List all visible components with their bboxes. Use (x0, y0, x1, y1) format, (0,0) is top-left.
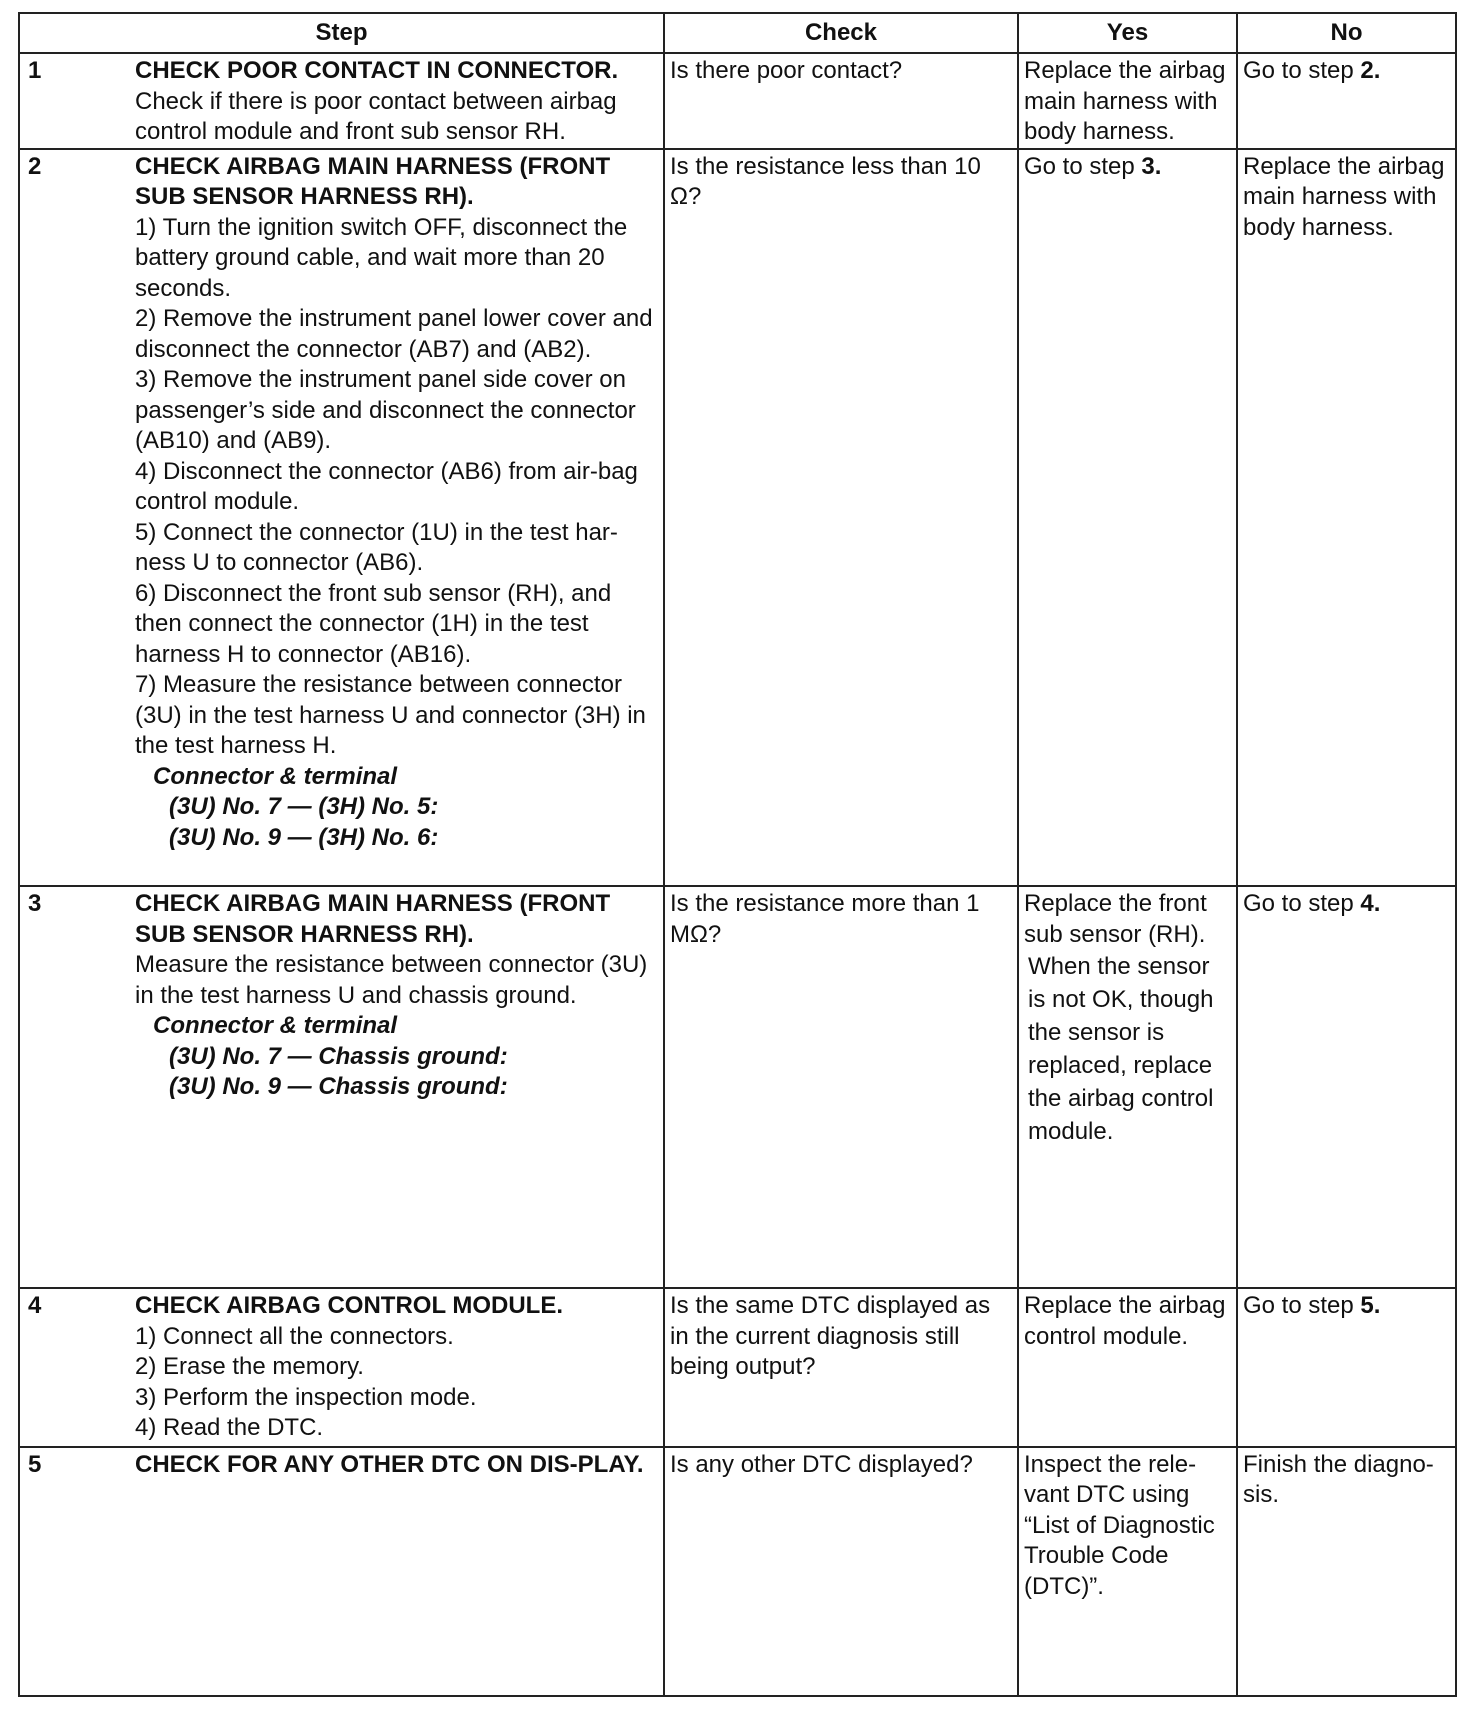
diagnostic-table (18, 12, 1457, 1697)
table-row (19, 886, 1456, 1288)
yes-cell: Inspect the rele-vant DTC using “List of Diagnostic Trouble Code (DTC)”. (1018, 1447, 1237, 1696)
step-instruction: 2) Remove the instrument panel lower cover and disconnect the connector (AB7) and (AB2). (135, 305, 653, 363)
step-ref: 4. (1360, 890, 1381, 918)
connector-line: (3U) No. 9 — (3H) No. 6: (169, 823, 439, 851)
no-text: Go to step (1243, 57, 1361, 84)
no-cell: Replace the airbag main harness with body harness. (1237, 149, 1456, 886)
step-instruction: 3) Perform the inspection mode. (135, 1383, 477, 1411)
step-instruction: 6) Disconnect the front sub sensor (RH), and then connect the connector (1H) in the test harness H to connector (AB16). (135, 579, 612, 668)
step-ref: 3. (1141, 152, 1162, 180)
header-row (19, 13, 1456, 53)
yes-cell (1018, 149, 1237, 886)
step-body: Measure the resistance between connector (3U) in the test harness U and chassis ground. (135, 951, 648, 1009)
step-instruction: 5) Connect the connector (1U) in the test har-ness U to connector (AB6). (135, 518, 618, 577)
step-instruction: 2) Erase the memory. (135, 1353, 364, 1381)
check-cell: Is the resistance less than 10 Ω? (664, 149, 1018, 886)
no-cell (1237, 53, 1456, 149)
table-row (19, 149, 1456, 886)
connector-line: (3U) No. 7 — Chassis ground: (169, 1042, 508, 1070)
step-number: 3 (28, 890, 42, 918)
step-instruction: 1) Turn the ignition switch OFF, disconnect the battery ground cable, and wait more than 20 seconds. (135, 213, 628, 302)
header-yes: Yes (1018, 13, 1237, 53)
step-instruction: 1) Connect all the connectors. (135, 1322, 454, 1350)
step-instruction: 3) Remove the instrument panel side cover on passenger’s side and disconnect the connector (AB10) and (AB9). (135, 366, 636, 455)
step-title: CHECK AIRBAG CONTROL MODULE. (135, 1292, 563, 1320)
yes-note: When the sensor is not OK, though the sensor is replaced, replace the airbag control module. (1028, 953, 1214, 1146)
step-ref: 2. (1360, 57, 1381, 84)
step-ref: 5. (1360, 1292, 1381, 1320)
yes-cell (1018, 886, 1237, 1288)
yes-text: Replace the front sub sensor (RH). (1024, 890, 1207, 948)
step-title: CHECK POOR CONTACT IN CONNECTOR. (135, 57, 619, 84)
step-instruction: 7) Measure the resistance between connector (3U) in the test harness U and connector (3H) in the test harness H. (135, 671, 646, 760)
check-cell: Is the resistance more than 1 MΩ? (664, 886, 1018, 1288)
step-number: 4 (28, 1292, 42, 1320)
header-check: Check (664, 13, 1018, 53)
table-row (19, 1288, 1456, 1447)
no-text: Go to step (1243, 1292, 1361, 1320)
connector-heading: Connector & terminal (153, 1012, 398, 1040)
step-cell (19, 886, 664, 1288)
step-title: CHECK AIRBAG MAIN HARNESS (FRONT SUB SENSOR HARNESS RH). (135, 152, 611, 211)
step-cell (19, 149, 664, 886)
step-body: Check if there is poor contact between airbag control module and front sub sensor RH. (135, 87, 617, 145)
yes-cell: Replace the airbag control module. (1018, 1288, 1237, 1447)
yes-cell: Replace the airbag main harness with body harness. (1018, 53, 1237, 149)
table-row (19, 1447, 1456, 1696)
step-cell (19, 1447, 664, 1696)
check-cell: Is there poor contact? (664, 53, 1018, 149)
step-number: 1 (28, 57, 42, 84)
step-instruction: 4) Read the DTC. (135, 1414, 324, 1442)
connector-line: (3U) No. 9 — Chassis ground: (169, 1073, 508, 1101)
step-cell (19, 53, 664, 149)
no-cell (1237, 886, 1456, 1288)
connector-line: (3U) No. 7 — (3H) No. 5: (169, 793, 439, 821)
step-instruction: 4) Disconnect the connector (AB6) from air-bag control module. (135, 457, 638, 516)
check-cell: Is the same DTC displayed as in the current diagnosis still being output? (664, 1288, 1018, 1447)
step-title: CHECK FOR ANY OTHER DTC ON DIS-PLAY. (135, 1450, 644, 1478)
step-cell (19, 1288, 664, 1447)
yes-text: Go to step (1024, 152, 1142, 180)
no-text: Go to step (1243, 890, 1361, 918)
step-title: CHECK AIRBAG MAIN HARNESS (FRONT SUB SENSOR HARNESS RH). (135, 890, 611, 948)
header-no: No (1237, 13, 1456, 53)
check-cell: Is any other DTC displayed? (664, 1447, 1018, 1696)
step-number: 5 (28, 1450, 42, 1478)
no-cell: Finish the diagno-sis. (1237, 1447, 1456, 1696)
no-cell (1237, 1288, 1456, 1447)
step-number: 2 (28, 152, 42, 180)
connector-heading: Connector & terminal (153, 762, 398, 790)
header-step: Step (19, 13, 664, 53)
table-row (19, 53, 1456, 149)
